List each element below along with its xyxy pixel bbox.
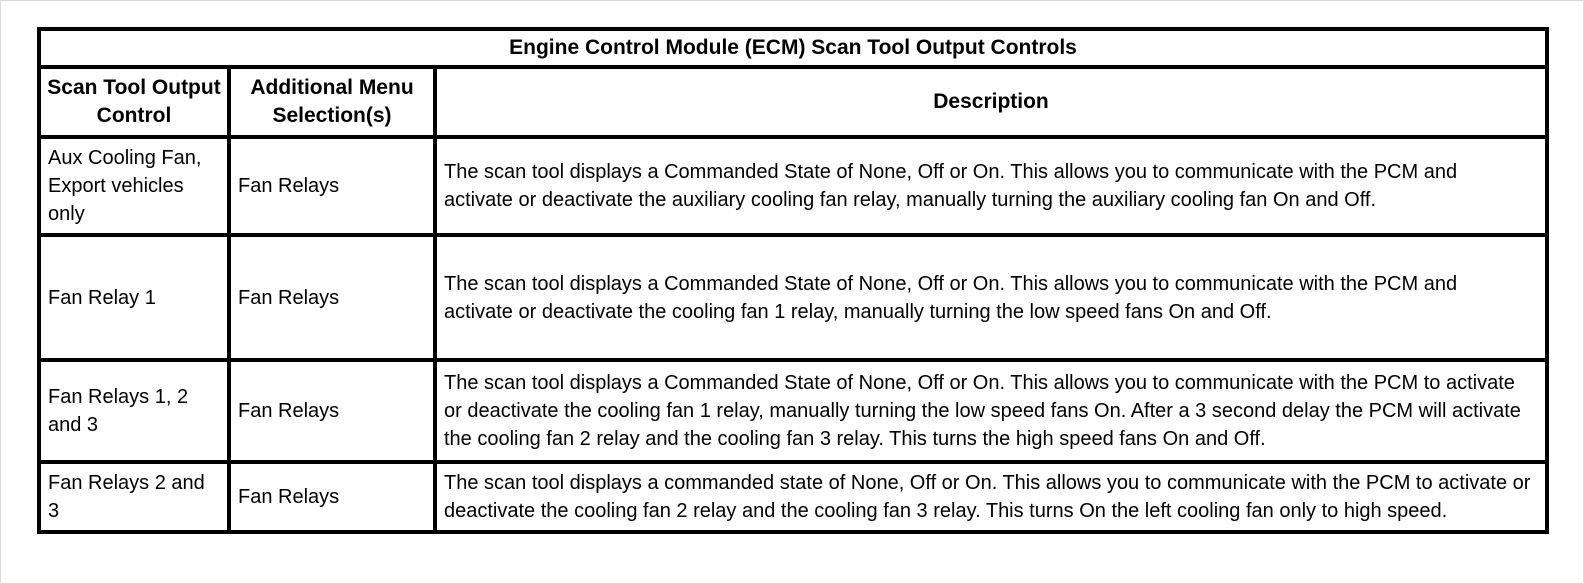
table-title-row — [39, 29, 1547, 67]
column-header-description: Description — [435, 67, 1547, 137]
table-row — [39, 360, 1547, 462]
table-header-row — [39, 67, 1547, 137]
column-header-additional-menu-selections: Additional Menu Selection(s) — [229, 67, 435, 137]
description-cell: The scan tool displays a commanded state of None, Off or On. This allows you to communicate with the PCM to activate or deactivate the cooling fan 2 relay and the cooling fan 3 relay. This turns On the left cooling fan only to high speed. — [435, 462, 1547, 532]
scan-tool-output-control-cell: Fan Relays 1, 2 and 3 — [39, 360, 229, 462]
additional-menu-selection-cell: Fan Relays — [229, 235, 435, 360]
table-body — [39, 137, 1547, 532]
description-cell: The scan tool displays a Commanded State of None, Off or On. This allows you to communicate with the PCM and activate or deactivate the auxiliary cooling fan relay, manually turning the auxiliary cooling fan On and Off. — [435, 137, 1547, 235]
additional-menu-selection-cell: Fan Relays — [229, 462, 435, 532]
table-row — [39, 462, 1547, 532]
table-row — [39, 137, 1547, 235]
additional-menu-selection-cell: Fan Relays — [229, 360, 435, 462]
table-row — [39, 235, 1547, 360]
column-header-scan-tool-output-control: Scan Tool Output Control — [39, 67, 229, 137]
description-cell: The scan tool displays a Commanded State of None, Off or On. This allows you to communicate with the PCM to activate or deactivate the cooling fan 1 relay, manually turning the low speed fans On. After a 3 second delay the PCM will activate the cooling fan 2 relay and the cooling fan 3 relay. This turns the high speed fans On and Off. — [435, 360, 1547, 462]
scan-tool-output-control-cell: Fan Relays 2 and 3 — [39, 462, 229, 532]
additional-menu-selection-cell: Fan Relays — [229, 137, 435, 235]
table-title: Engine Control Module (ECM) Scan Tool Output Controls — [39, 29, 1547, 67]
scan-tool-output-control-cell: Fan Relay 1 — [39, 235, 229, 360]
ecm-output-controls-table — [37, 27, 1549, 534]
description-cell: The scan tool displays a Commanded State of None, Off or On. This allows you to communicate with the PCM and activate or deactivate the cooling fan 1 relay, manually turning the low speed fans On and Off. — [435, 235, 1547, 360]
scan-tool-output-control-cell: Aux Cooling Fan, Export vehicles only — [39, 137, 229, 235]
